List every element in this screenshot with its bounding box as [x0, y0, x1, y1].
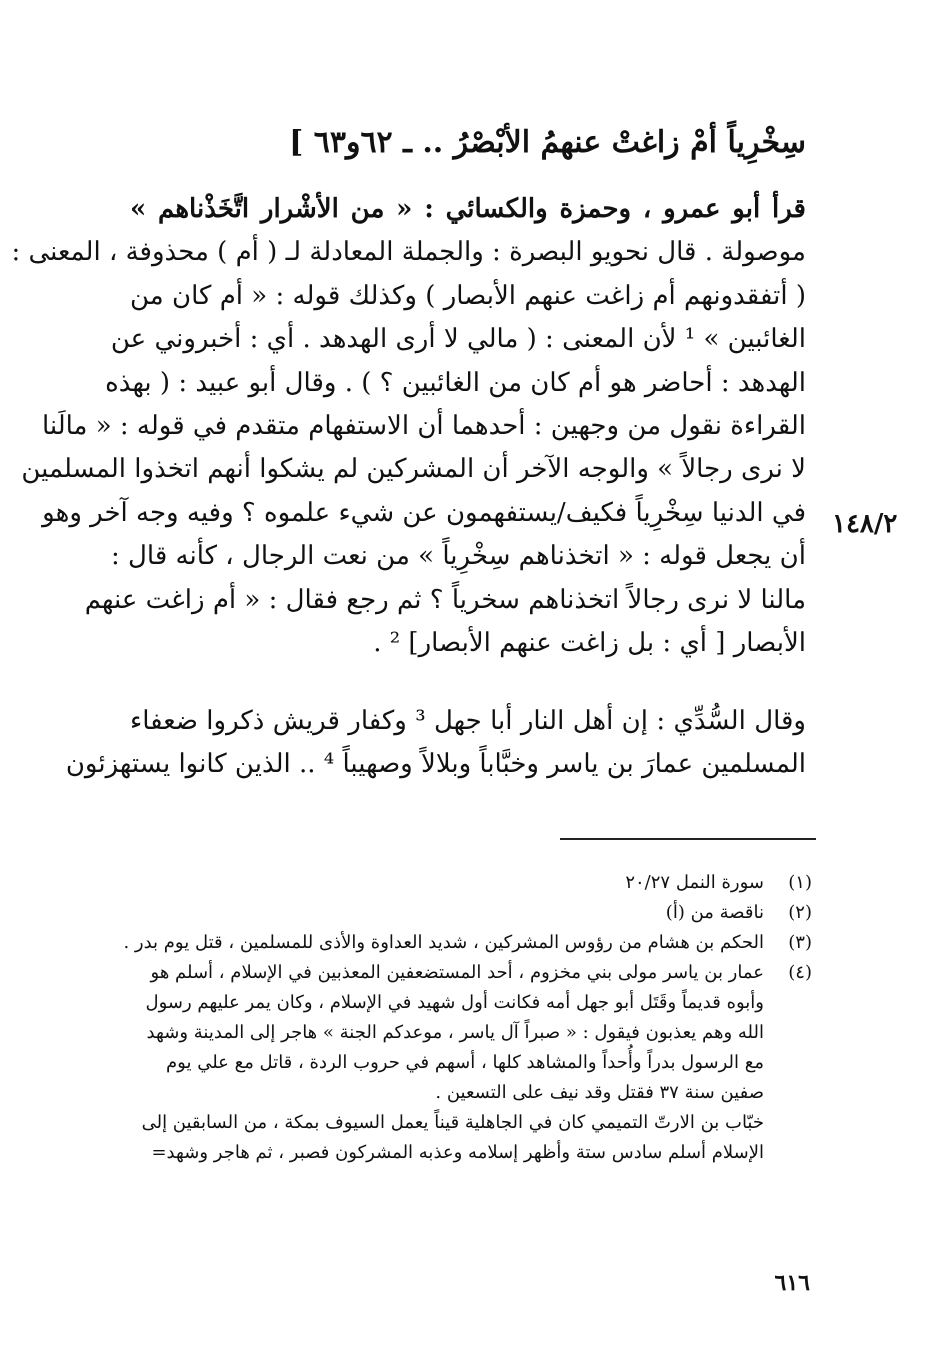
footnote-continuation: [130, 1108, 812, 1168]
footnotes: [123, 868, 812, 1168]
footnote-separator: [560, 838, 816, 840]
footnote-number: (٣): [788, 932, 812, 953]
text-line: لا نرى رجالاً » والوجه الآخر أن المشركين لم يشكوا أنهم اتخذوا المسلمين: [21, 454, 806, 485]
text-line: موصولة . قال نحويو البصرة : والجملة المعادلة لـ ( أم ) محذوفة ، المعنى :: [11, 237, 806, 268]
footnote-text: الإسلام أسلم سادس ستة وأظهر إسلامه وعذبه المشركون فصبر ، ثم هاجر وشهد=: [151, 1142, 764, 1163]
footnote-4: [130, 958, 812, 1108]
footnote-1: [130, 868, 812, 898]
footnote-text: ناقصة من (أ): [665, 902, 764, 923]
text-line: الأبصار [ أي : بل زاغت عنهم الأبصار] ² .: [373, 627, 806, 658]
text-line: القراءة نقول من وجهين : أحدهما أن الاستفهام متقدم في قوله : « مالَنا: [41, 410, 806, 441]
footnote-text: الله وهم يعذبون فيقول : « صبراً آل ياسر ، موعدكم الجنة » هاجر إلى المدينة وشهد: [146, 1022, 764, 1043]
footnote-text: عمار بن ياسر مولى بني مخزوم ، أحد المستضعفين المعذبين في الإسلام ، أسلم هو: [150, 962, 764, 983]
page-number: ٦١٦: [774, 1270, 810, 1296]
paragraph-2: [65, 700, 806, 787]
footnote-text: وأبوه قديماً وقَتَل أبو جهل أمه فكانت أول شهيد في الإسلام ، وكان يمر عليهم رسول: [145, 992, 764, 1013]
paragraph-1: [11, 188, 806, 665]
footnote-text: سورة النمل ٢٠/٢٧: [625, 872, 764, 893]
text-line: الغائبين » ¹ لأن المعنى : ( مالي لا أرى الهدهد . أي : أخبروني عن: [110, 324, 806, 355]
page-heading: سِخْرِياً أمْ زاغتْ عنهمُ الأبْصْرُ .. ـ ٦٢و٦٣ ]: [289, 125, 806, 160]
text-line: مالنا لا نرى رجالاً اتخذناهم سخرياً ؟ ثم رجع فقال : « أم زاغت عنهم: [84, 584, 806, 615]
footnote-text: خبّاب بن الارتّ التميمي كان في الجاهلية قيناً يعمل السيوف بمكة ، من السابقين إلى: [141, 1112, 764, 1133]
text-line: أن يجعل قوله : « اتخذناهم سِخْرِياً » من نعت الرجال ، كأنه قال :: [111, 541, 806, 572]
text-line: في الدنيا سِخْرِياً فكيف/يستفهمون عن شيء علموه ؟ وفيه وجه آخر وهو: [42, 497, 806, 528]
footnote-text: مع الرسول بدراً وأُحداً والمشاهد كلها ، أسهم في حروب الردة ، قاتل مع علي يوم: [166, 1052, 764, 1073]
footnote-number: (٤): [788, 962, 812, 983]
margin-reference: ١٤٨/٢: [832, 509, 898, 539]
footnote-number: (١): [788, 872, 812, 893]
footnote-text: الحكم بن هشام من رؤوس المشركين ، شديد العداوة والأذى للمسلمين ، قتل يوم بدر .: [123, 932, 764, 953]
footnote-text: صفين سنة ٣٧ فقتل وقد نيف على التسعين .: [435, 1082, 764, 1103]
footnote-number: (٢): [788, 902, 812, 923]
text-line: قرأ أبو عمرو ، وحمزة والكسائي : « من الأشْرار اتَّخَذْناهم »: [130, 194, 806, 224]
text-line: المسلمين عمارَ بن ياسر وخبَّاباً وبلالاً وصهيباً ⁴ .. الذين كانوا يستهزئون: [65, 749, 806, 780]
footnote-2: [130, 898, 812, 928]
footnote-3: [123, 928, 812, 958]
text-line: الهدهد : أحاضر هو أم كان من الغائبين ؟ ) . وقال أبو عبيد : ( بهذه: [105, 367, 806, 398]
text-line: وقال السُّدِّي : إن أهل النار أبا جهل ³ وكفار قريش ذكروا ضعفاء: [130, 706, 806, 736]
text-line: ( أتفقدونهم أم زاغت عنهم الأبصار ) وكذلك قوله : « أم كان من: [130, 280, 806, 311]
